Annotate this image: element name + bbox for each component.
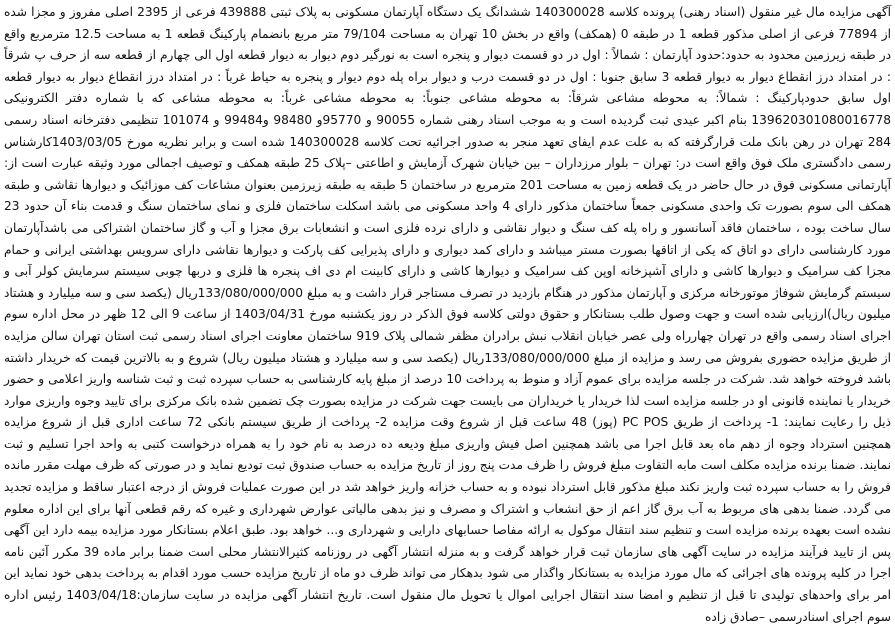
notice-line-3: زیرزمین محدود به حدود:حدود آپارتمان : شمالاً : اول در دو قسمت دیوار و پنجره است به نورگیر دوم دیوار به دیوار قطعه اول الی چهارم از قطعه سه از حرف پ شرقاً : در امتداد درز (4, 48, 892, 84)
notice-line-5: شمالاً: به محوطه مشاعی شرقاً: به محوطه مشاعی جنوباً: به محوطه مشاعی غرباً: به محوطه مشاعی که با شماره دفتر الکترونیکی 139620301080016778 بنام اکبر عیدی (4, 91, 891, 127)
notice-line-28: سازمان:1403/04/18 رئیس اداره سوم اجرای اسنادرسمی –صادق زاده (4, 588, 891, 624)
notice-line-1: آگهی مزایده مال غیر منقول (اسناد رهنی) پرونده کلاسه 140300028 ششدانگ یک دستگاه آپارتمان مسکونی به پلاک ثبتی 439888 فرعی از 2395 اصلی مفروز و مجزا شده از (4, 5, 892, 41)
notice-line-27: بدهی خود نماید این امر برای واحدهای تولیدی تا قبل از تنظیم و امضا سند انتقال اجرایی اموال یا تحویل مال منقول است. تاریخ انتشار آگهی مزایده در سایت (4, 566, 891, 603)
notice-line-20: سیستم بانکی 72 ساعت اداری قبل از شروع مزایده همچنین استرداد وجوه از دهم ماه بعد قابل اجرا می باشد همچنین اصل فیش واریزی مبلغ ودیعه ده درصد به نام خود را به (4, 415, 891, 451)
notice-line-17: سی و سه میلیارد و هشتاد میلیون ریال) شروع و به بالاترین قیمت که خریدار داشته باشد فروخته خواهد شد. شرکت در جلسه مزایده برای عموم آزاد و منوط به پرداخت 10 درصد (4, 350, 892, 387)
notice-line-25: مورد مزایده بیمه دارد این آگهی پس از تایید فرآیند مزایده در سایت آگهی های سازمان ثبت قرار خواهد گرفت و به منزله انتشار آگهی در روزنامه کثیرالانتشار محلی است ضمنا برابر (4, 523, 891, 559)
notice-line-15: فوق الذکر در روز یکشنبه مورخ 1403/04/31 از ساعت 9 الی 12 ظهر در محل اداره سوم اجرای اسناد رسمی واقع در تهران چهارراه ولی عصر خیابان انقلاب نبش برادران مظفر (4, 307, 891, 343)
notice-line-24: قطعی آنها برای این اداره معلوم نشده است بعهده برنده مزایده است و تنظیم سند انتقال موکول به ارائه مفاصا حسابهای دارایی و شهرداری و... خواهد بود. طبق اعلام بستانکار (4, 501, 891, 538)
notice-line-21: همراه درخواست کتبی به واحد اجرا تسلیم و ثبت نمایند. ضمنا برنده مزایده مکلف است مابه التفاوت مبلغ فروش را ظرف مدت پنج روز از تاریخ مزایده به حساب صندوق ثبت تودیع (4, 436, 892, 473)
notice-line-23: از درجه اعتبار ساقط و مزایده تجدید می گردد. ضمنا بدهی های مربوط به آب برق گاز اعم از حق انشعاب و اشتراک و مصرف و نیز بدهی مالیاتی عوارض شهرداری و غیره که رقم (4, 480, 891, 516)
notice-line-14: تصرف مستاجر قرار داشت و به مبلغ 133/080/000/000ریال (یکصد سی و سه میلیارد و هشتاد میلیون ریال)ارزیابی شده است و جهت وصول طلب بستانکار و حقوق دولتی کلاسه (4, 285, 892, 322)
auction-notice (4, 2, 892, 624)
notice-line-8: مرزداران – بین خیابان شهرک آزمایش و اطاعتی –پلاک 25 طبقه همکف و توصیف اجمالی مورد وثیقه عبارت است از: آپارتمانی مسکونی فوق در حال حاضر در یک قطعه زمین به (4, 156, 892, 192)
notice-line-7: عدم ایفای تعهد منجر به صدور اجرائیه تحت کلاسه 140300028 شده است و برابر نظریه مورخ 1403/03/05کارشناس رسمی دادگستری ملک فوق واقع است در: تهران – بلوار (4, 134, 891, 171)
notice-line-12: و دارای کمد دیواری و دارای پذیرایی کف پارکت و دیوارها نقاشی دارای سرویس بهداشتی ایرانی و حمام مجزا کف سرامیک و دیوارها کاشی و دارای آشپزخانه اوپن کف سرامیک و (4, 242, 892, 279)
notice-line-11: دیوار نقاشی و دارای نرده فلزی است و انشعابات برق مجزا و آب و گاز ساختمان اشتراکی می باشدآپارتمان مورد کارشناسی دارای دو اتاق که یکی از اتاقها بصورت مستر میباشد (4, 220, 891, 257)
notice-line-4: انقطاع دیوار به دیوار قطعه 3 سابق جنوبا : اول در دو قسمت درب و دیوار براه پله دوم دیوار و پنجره به حیاط غرباً : در امتداد درز انقطاع دیوار به دیوار قطعه اول سابق حدودپارکینگ : (4, 69, 891, 106)
notice-line-6: ثبت گردیده است و به موجب اسناد رهنی شماره 90055 و 95770و 98480 و99484 و 101074 تنظیمی دفترخانه اسناد رسمی 284 تهران در رهن بانک ملت قرارگرفته که به علت (4, 112, 891, 149)
notice-line-26: ماده 39 مکرر آئین نامه اجرا در کلیه پرونده های اجرائی که مال مورد مزایده به بستانکار واگذار می شود بدهکار می تواند ظرف دو ماه از تاریخ مزایده حسب مورد اقدام به پرداخت (4, 544, 891, 581)
notice-line-13: دیوارها کاشی و دارای کابینت ام دی اف پنجره ها فلزی و دربها چوبی سیستم سرمایش کولر آبی و سیستم گرمایش شوفاژ موتورخانه مرکزی و آپارتمان مذکور در هنگام بازدید در (4, 264, 891, 300)
notice-line-19: در مزایده بصورت چک تضمین شده بانک مرکزی برای تایید وجوه واریزی موارد ذیل را رعایت نمایند: 1- پرداخت از طریق PC POS (پوز) 48 ساعت قبل از شروع وقت مزایده 2- پرداخت از طریق (4, 393, 892, 430)
notice-line-18: از مبلغ پایه کارشناسی به حساب سپرده ثبت و ثبت شناسه واریز اعلامی و حضور خریدار یا نماینده قانونی او در جلسه مزایده است لذا خریدار یا خریداران می بایست جهت شرکت (4, 372, 892, 408)
notice-line-10: مذکور دارای 4 واحد مسکونی می باشد اسکلت ساختمان فلزی و نمای ساختمان سنگ و قدمت بناء آن حدود 23 سال ساخت بوده ، ساختمان فاقد آسانسور و راه پله کف سنگ و (4, 199, 891, 235)
notice-line-16: شمالی پلاک 919 ساختمان معاونت اجرای اسناد رسمی ثبت استان تهران سالن مزایده از طریق مزایده حضوری بفروش می رسد و مزایده از مبلغ 133/080/000/000ریال (یکصد (4, 328, 891, 365)
notice-line-2: 77894 فرعی از اصلی مذکور قطعه 1 در طبقه 0 (همکف) واقع در بخش 10 تهران به مساحت 79/104 متر مربع بانضمام پارکینگ قطعه 1 به مساحت 12.5 مترمربع واقع در طبقه (4, 26, 892, 63)
notice-line-22: نماید و در صورتی که ظرف مهلت مقرر مانده فروش را به حساب سپرده ثبت واریز نکند مبلغ مذکور قابل استرداد نبوده و به حساب خزانه واریز خواهد شد در این صورت عملیات فروش (4, 458, 891, 495)
notice-line-9: مساحت 201 مترمربع در ساختمان 5 طبقه به طبقه زیرزمین بعنوان مشاعات کف موزائیک و دیوارها نقاشی و طبقه همکف الی سوم بصورت تک واحدی مسکونی جمعاً ساختمان (4, 177, 891, 214)
